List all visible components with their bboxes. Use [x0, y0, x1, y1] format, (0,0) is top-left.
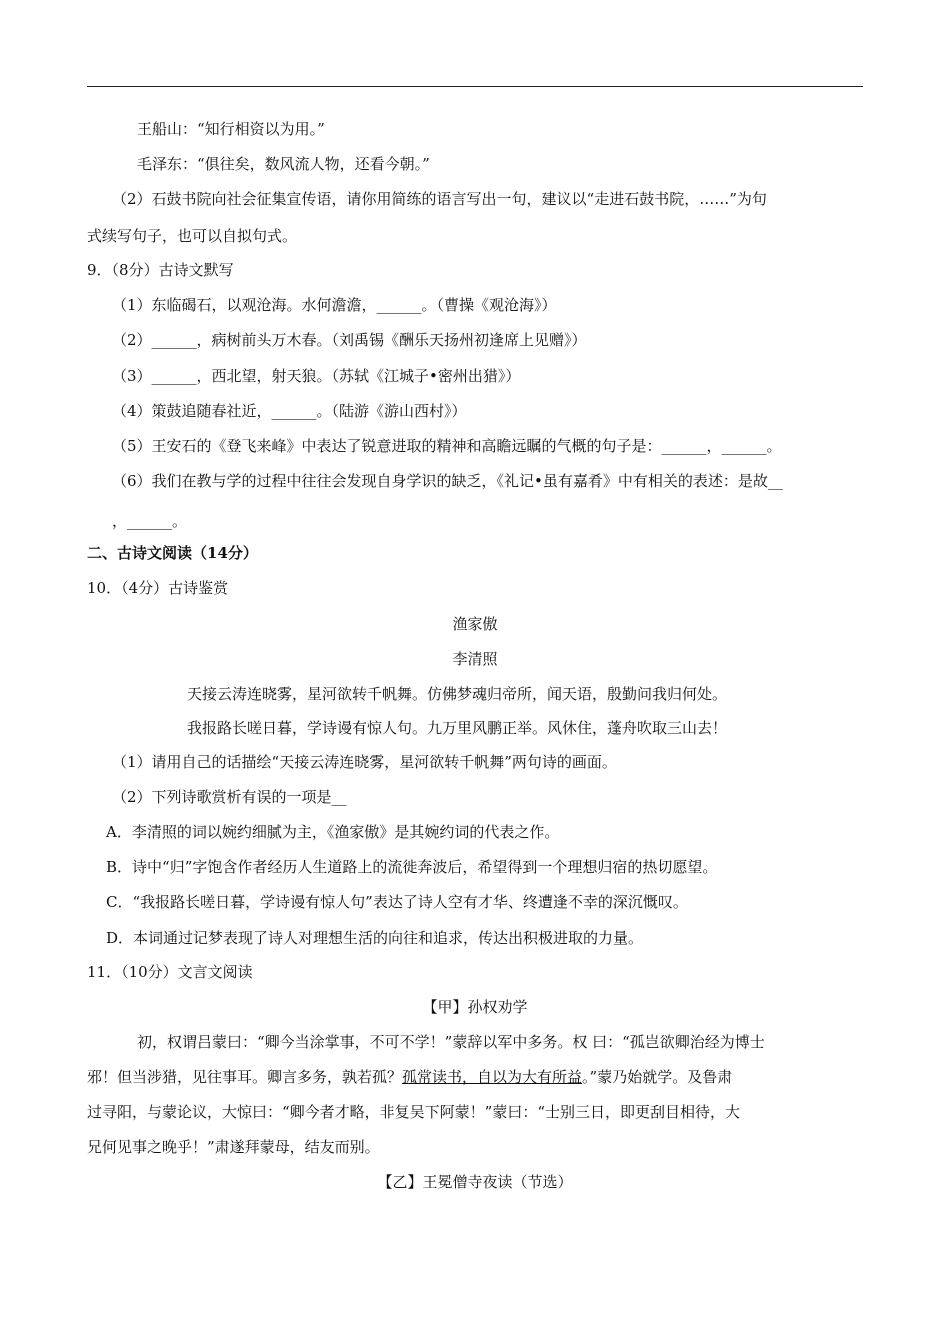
- quote-wang-chuanshan: 王船山：“知行相资以为用。”: [137, 120, 325, 138]
- passage-jia-line2: [87, 1067, 732, 1087]
- passage-jia-line2-b: 。”蒙乃始就学。及鲁肃: [582, 1068, 733, 1086]
- poem-line-2: 我报路长嗟日暮，学诗谩有惊人句。九万里风鹏正举。风休住，蓬舟吹取三山去！: [187, 719, 728, 737]
- poem-author: 李清照: [452, 650, 498, 668]
- q9-item-4: （4）策鼓追随春社近，______。（陆游《游山西村》）: [112, 402, 467, 420]
- poem-line-1: 天接云涛连晓雾，星河欲转千帆舞。仿佛梦魂归帝所，闻天语，殷勤问我归何处。: [187, 685, 728, 703]
- q9-heading: 9．（8分）古诗文默写: [87, 261, 234, 279]
- underlined-sentence: 孤常读书，自以为大有所益: [402, 1068, 583, 1086]
- q9-item-1: （1）东临碣石，以观沧海。水何澹澹，______。（曹操《观沧海》）: [112, 296, 557, 314]
- q9-item-6: （6）我们在教与学的过程中往往会发现自身学识的缺乏，《礼记•虽有嘉肴》中有相关的表述：是故__: [112, 472, 783, 490]
- q10-option-b: B．诗中“归”字饱含作者经历人生道路上的流徙奔波后，希望得到一个理想归宿的热切愿望。: [106, 858, 718, 876]
- q9-item-6-cont: ，______。: [112, 512, 188, 530]
- passage-yi-title: 【乙】王冕僧寺夜读（节选）: [377, 1173, 573, 1191]
- passage-jia-title: 【甲】孙权劝学: [422, 998, 528, 1016]
- q8-2-line1: （2）石鼓书院向社会征集宣传语，请你用简练的语言写出一句，建议以“走进石鼓书院，……”为句: [112, 190, 767, 208]
- q10-sub1: （1）请用自己的话描绘“天接云涛连晓雾，星河欲转千帆舞”两句诗的画面。: [112, 753, 617, 771]
- q9-item-5: （5）王安石的《登飞来峰》中表达了锐意进取的精神和高瞻远瞩的气概的句子是：______，______。: [112, 437, 782, 455]
- q10-option-a: A．李清照的词以婉约细腻为主，《渔家傲》是其婉约词的代表之作。: [106, 823, 560, 841]
- q9-item-2: （2）______，病树前头万木春。（刘禹锡《酬乐天扬州初逢席上见赠》）: [112, 331, 587, 349]
- q10-heading: 10．（4分）古诗鉴赏: [87, 579, 229, 597]
- section-2-title: 二、古诗文阅读（14分）: [87, 544, 258, 562]
- q10-option-d: D．本词通过记梦表现了诗人对理想生活的向往和追求，传达出积极进取的力量。: [106, 929, 644, 947]
- header-rule: [87, 86, 863, 87]
- poem-title: 渔家傲: [452, 615, 498, 633]
- q9-item-3: （3）______，西北望，射天狼。（苏轼《江城子•密州出猎》）: [112, 367, 521, 385]
- q10-sub2: （2）下列诗歌赏析有误的一项是__: [112, 788, 347, 806]
- passage-jia-line2-a: 邪！但当涉猎，见往事耳。卿言多务，孰若孤？: [87, 1068, 403, 1086]
- q8-2-line2: 式续写句子，也可以自拟句式。: [87, 227, 298, 245]
- passage-jia-line4: 兄何见事之晚乎！”肃遂拜蒙母，结友而别。: [87, 1138, 380, 1156]
- quote-mao-zedong: 毛泽东：“俱往矣，数风流人物，还看今朝。”: [137, 155, 430, 173]
- q11-heading: 11．（10分）文言文阅读: [87, 963, 253, 981]
- passage-jia-line3: 过寻阳，与蒙论议，大惊曰：“卿今者才略，非复吴下阿蒙！”蒙曰：“士别三日，即更刮目相待，大: [87, 1103, 741, 1121]
- passage-jia-line1: 初，权谓吕蒙曰：“卿今当涂掌事，不可不学！”蒙辞以军中多务。权 曰：“孤岂欲卿治经为博士: [137, 1033, 765, 1051]
- q10-option-c: C．“我报路长嗟日暮，学诗谩有惊人句”表达了诗人空有才华、终遭逢不幸的深沉慨叹。: [106, 893, 688, 911]
